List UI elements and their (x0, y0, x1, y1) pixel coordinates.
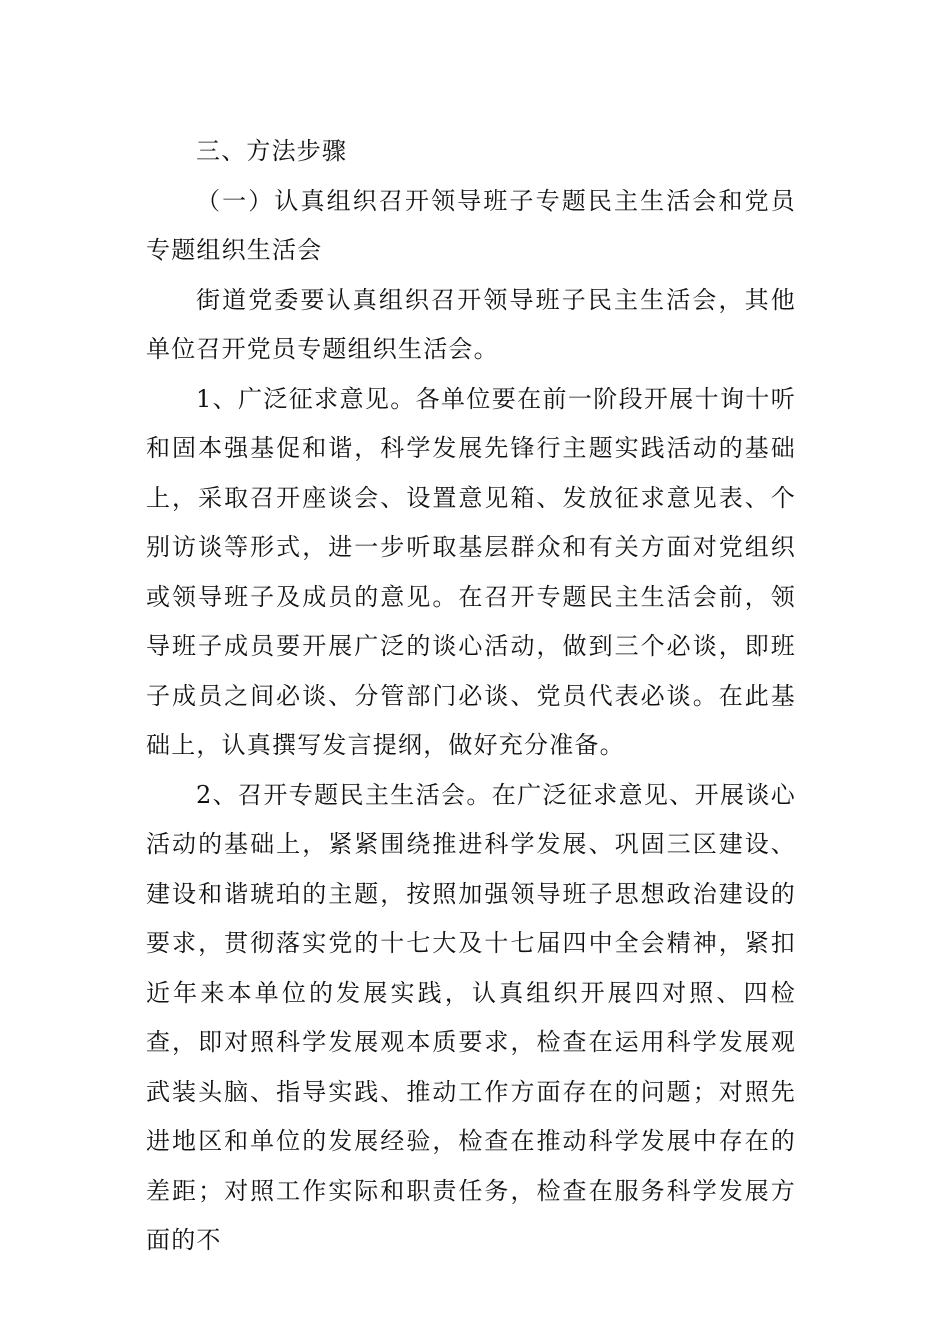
paragraph-intro: 街道党委要认真组织召开领导班子民主生活会，其他单位召开党员专题组织生活会。 (146, 285, 796, 363)
paragraph-convene-meeting: 2、召开专题民主生活会。在广泛征求意见、开展谈心活动的基础上，紧紧围绕推进科学发展、巩固三区建设、建设和谐琥珀的主题，按照加强领导班子思想政治建设的要求，贯彻落实党的十七大及十七届四中全会精神，紧扣近年来本单位的发展实践，认真组织开展四对照、四检查，即对照科学发展观本质要求，检查在运用科学发展观武装头脑、指导实践、推动工作方面存在的问题；对照先进地区和单位的发展经验，检查在推动科学发展中存在的差距；对照工作实际和职责任务，检查在服务科学发展方面的不 (146, 780, 796, 1254)
section-heading: 三、方法步骤 (196, 137, 348, 165)
paragraph-solicit-opinions: 1、广泛征求意见。各单位要在前一阶段开展十询十听和固本强基促和谐，科学发展先锋行主题实践活动的基础上，采取召开座谈会、设置意见箱、发放征求意见表、个别访谈等形式，进一步听取基层群众和有关方面对党组织或领导班子及成员的意见。在召开专题民主生活会前，领导班子成员要开展广泛的谈心活动，做到三个必谈，即班子成员之间必谈、分管部门必谈、党员代表必谈。在此基础上，认真撰写发言提纲，做好充分准备。 (146, 384, 796, 759)
subsection-heading: （一）认真组织召开领导班子专题民主生活会和党员专题组织生活会 (146, 186, 796, 264)
document-body (146, 127, 796, 1266)
